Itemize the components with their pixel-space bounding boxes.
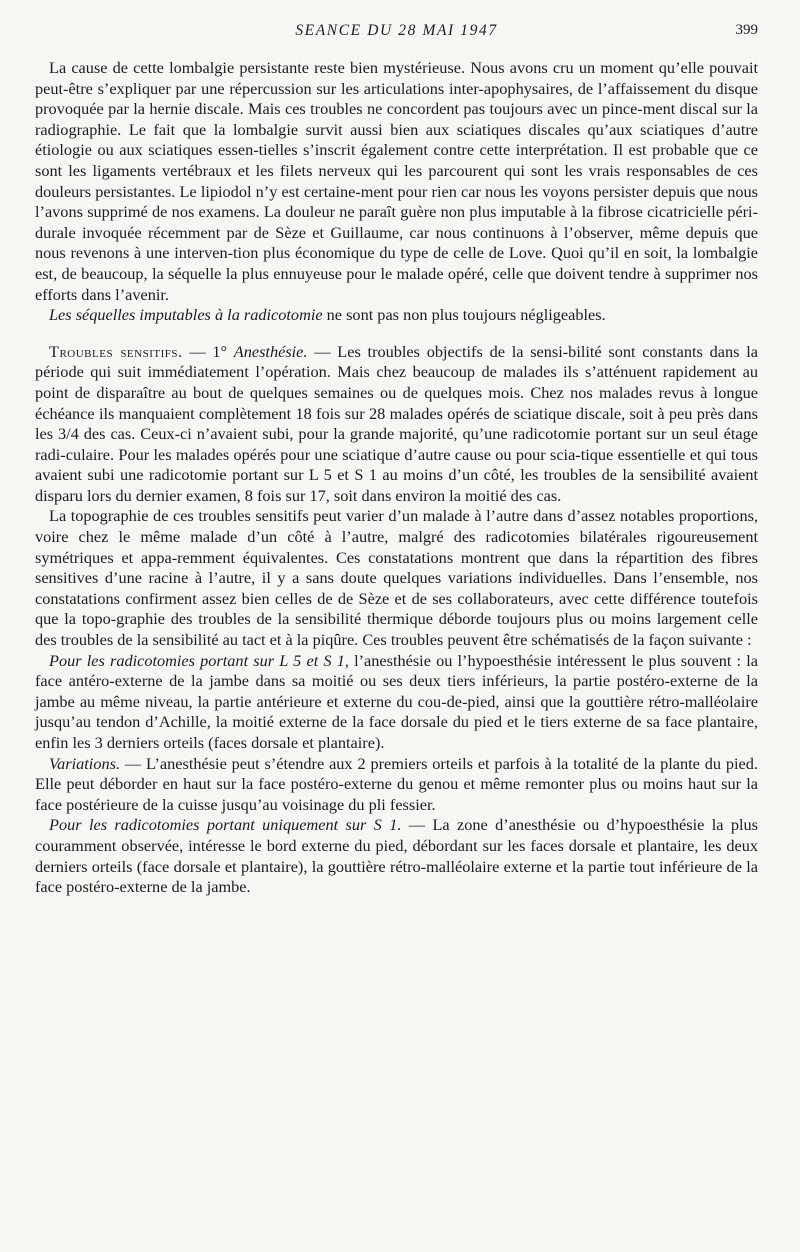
section-heading: Troubles sensitifs. <box>49 341 183 361</box>
paragraph-text: — Les troubles objectifs de la sensi-bilité sont constants dans la période qui suit immédiatement l’opération. Mais chez beaucoup de malades ils s’atténuent rapidement au point de disparaître au bout de quelques semaines ou de quelques mois. Chez nos malades revus à longue échéance ils manquaient complètement 18 fois sur 28 malades opérés de sciatique discale, soit à peu près dans les 3/4 des cas. Ceux-ci n’avaient subi, pour la grande majorité, qu’une radicotomie portant sur un seul étage radi-culaire. Pour les malades opérés pour une sciatique d’autre cause ou pour scia-tique essentielle et qui tous avaient subi une radicotomie portant sur L 5 et S 1 au moins d’un côté, les troubles de la sensibilité avaient disparu lors du dernier examen, 8 fois sur 17, soit dans environ la moitié des cas. <box>35 341 758 505</box>
italic-phrase: Variations. <box>49 753 121 773</box>
running-header <box>35 18 758 44</box>
running-title: SEANCE DU 28 MAI 1947 <box>295 22 498 39</box>
subsection-heading: Anesthésie. <box>233 341 308 361</box>
paragraph-lombalgie: La cause de cette lombalgie persistante reste bien mystérieuse. Nous avons cru un moment qu’elle pouvait peut-être s’expliquer par une répercussion sur les articulations inter-apophysaires, de l’affaissement du disque provoquée par la hernie discale. Mais ces troubles ne concordent pas toujours avec un pince-ment discal sur la radiographie. Le fait que la lombalgie survit aussi bien aux sciatiques discales qu’aux sciatiques d’autre étiologie ou aux sciatiques essen-tielles s’inscrit également contre cette interprétation. Il est probable que ce sont les ligaments vertébraux et les filets nerveux qui les parcourent qui sont les vrais responsables de ces douleurs persistantes. Le lipiodol n’y est certaine-ment pour rien car nous les voyons persister depuis que nous l’avons supprimé de nos examens. La douleur ne paraît guère non plus imputable à la fibrose cicatricielle péri-durale invoquée récemment par de Sèze et Guillaume, car nous continuons à l’observer, même depuis que nous revenons à une interven-tion plus économique du type de celle de Love. Quoi qu’il en soit, la lombalgie est, de beaucoup, la séquelle la plus ennuyeuse pour le malade opéré, celle que doivent tendre à supprimer nos efforts dans l’avenir. <box>35 58 758 304</box>
paragraph-topographie: La topographie de ces troubles sensitifs peut varier d’un malade à l’autre dans d’assez notables proportions, voire chez le même malade d’un côté à l’autre, malgré des radicotomies bilatérales rigoureusement symétriques et appa-remment équivalentes. Ces constatations montrent que dans la répartition des fibres sensitives d’une racine à l’autre, il y a sans doute quelques variations individuelles. Dans l’ensemble, nos constatations confirment assez bien celles de de Sèze et de ses collaborateurs, avec cette différence toutefois que la topo-graphie des troubles de la sensibilité thermique déborde toujours plus ou moins largement celle des troubles de la sensibilité au tact et à la piqûre. Ces troubles peuvent être schématisés de la façon suivante : <box>35 506 758 650</box>
paragraph-sequelles <box>35 305 758 326</box>
paragraph-text: — L’anesthésie peut s’étendre aux 2 premiers orteils et parfois à la totalité de la plante du pied. Elle peut déborder en haut sur la face postéro-externe du genou et même remonter plus ou moins haut sur la face postérieure de la cuisse jusqu’au voisinage du pli fessier. <box>35 753 758 814</box>
body-text <box>35 58 758 898</box>
paragraph-text: — La zone d’anesthésie ou d’hypoesthésie la plus couramment observée, intéresse le bord externe du pied, débordant sur les faces dorsale et plantaire, les deux derniers orteils (face dorsale et plantaire), la gouttière rétro-malléolaire externe et la partie tout inférieure de la face postéro-externe de la jambe. <box>35 815 758 897</box>
paragraph-l5-s1 <box>35 651 758 754</box>
paragraph-variations <box>35 754 758 816</box>
paragraph-troubles-sensitifs <box>35 342 758 507</box>
heading-dash: — 1° <box>182 341 234 361</box>
italic-phrase: Pour les radicotomies portant uniquement sur S 1. <box>49 815 402 835</box>
paragraph-text: l’anesthésie ou l’hypoesthésie intéressent le plus souvent : la face antéro-externe de la jambe dans sa moitié ou ses deux tiers inférieurs, la partie postéro-externe de la jambe au même niveau, la partie antérieure et externe du cou-de-pied, ainsi que la gouttière rétro-malléolaire jusqu’au tendon d’Achille, la moitié externe de la face dorsale du pied et le tiers externe de sa face plantaire, enfin les 3 derniers orteils (faces dorsale et plantaire). <box>35 650 758 752</box>
paragraph-s1 <box>35 815 758 897</box>
italic-phrase: Les séquelles imputables à la radicotomie <box>49 305 323 325</box>
paragraph-text: ne sont pas non plus toujours négligeables. <box>322 305 606 325</box>
italic-phrase: Pour les radicotomies portant sur L 5 et S 1, <box>49 650 349 670</box>
page-number: 399 <box>735 22 758 38</box>
